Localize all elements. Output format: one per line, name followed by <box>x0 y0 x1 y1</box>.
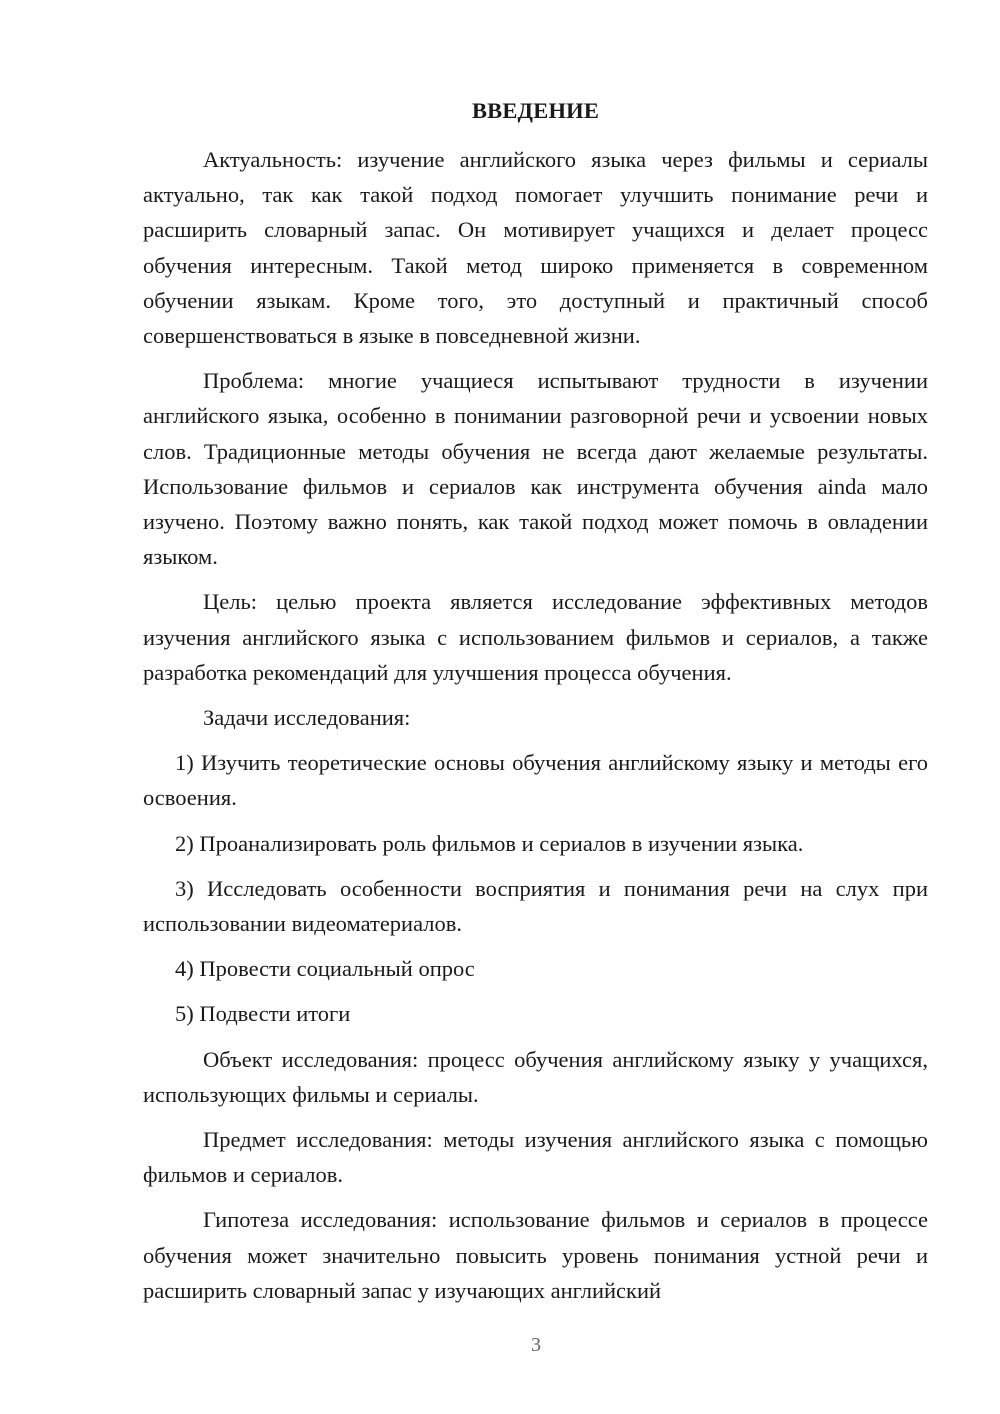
task-item-1: 1) Изучить теоретические основы обучения английскому языку и методы его освоения. <box>143 750 928 811</box>
task-item-2: 2) Проанализировать роль фильмов и сериалов в изучении языка. <box>175 830 804 856</box>
task-item-4: 4) Провести социальный опрос <box>175 956 475 982</box>
paragraph-subject: Предмет исследования: методы изучения английского языка с помощью фильмов и сериалов. <box>143 1127 928 1188</box>
page-title: ВВЕДЕНИЕ <box>471 98 600 123</box>
task-item-5: 5) Подвести итоги <box>175 1001 351 1027</box>
paragraph-object: Объект исследования: процесс обучения английскому языку у учащихся, использующих фильмы и сериалы. <box>143 1046 928 1107</box>
page-number: 3 <box>531 1334 541 1356</box>
paragraph-relevance: Актуальность: изучение английского языка через фильмы и сериалы актуально, так как такой подход помогает улучшить понимание речи и расширить словарный запас. Он мотивирует учащихся и делает процесс обучения интересным. Такой метод широко применяется в современном обучении языкам. Кроме того, это доступный и практичный способ совершенствоваться в языке в повседневной жизни. <box>143 147 928 349</box>
paragraph-hypothesis: Гипотеза исследования: использование фильмов и сериалов в процессе обучения может значительно повысить уровень понимания устной речи и расширить словарный запас у изучающих английский <box>143 1207 928 1303</box>
paragraph-problem: Проблема: многие учащиеся испытывают трудности в изучении английского языка, особенно в понимании разговорной речи и усвоении новых слов. Традиционные методы обучения не всегда дают желаемые результаты. Использование фильмов и сериалов как инструмента обучения ainda мало изучено. Поэтому важно понять, как такой подход может помочь в овладении языком. <box>143 368 928 570</box>
paragraph-goal: Цель: целью проекта является исследование эффективных методов изучения английского языка с использованием фильмов и сериалов, а также разработка рекомендаций для улучшения процесса обучения. <box>143 589 928 685</box>
task-item-3: 3) Исследовать особенности восприятия и понимания речи на слух при использовании видеоматериалов. <box>143 875 928 937</box>
paragraph-tasks-heading: Задачи исследования: <box>203 705 411 731</box>
document-body <box>143 92 928 1308</box>
